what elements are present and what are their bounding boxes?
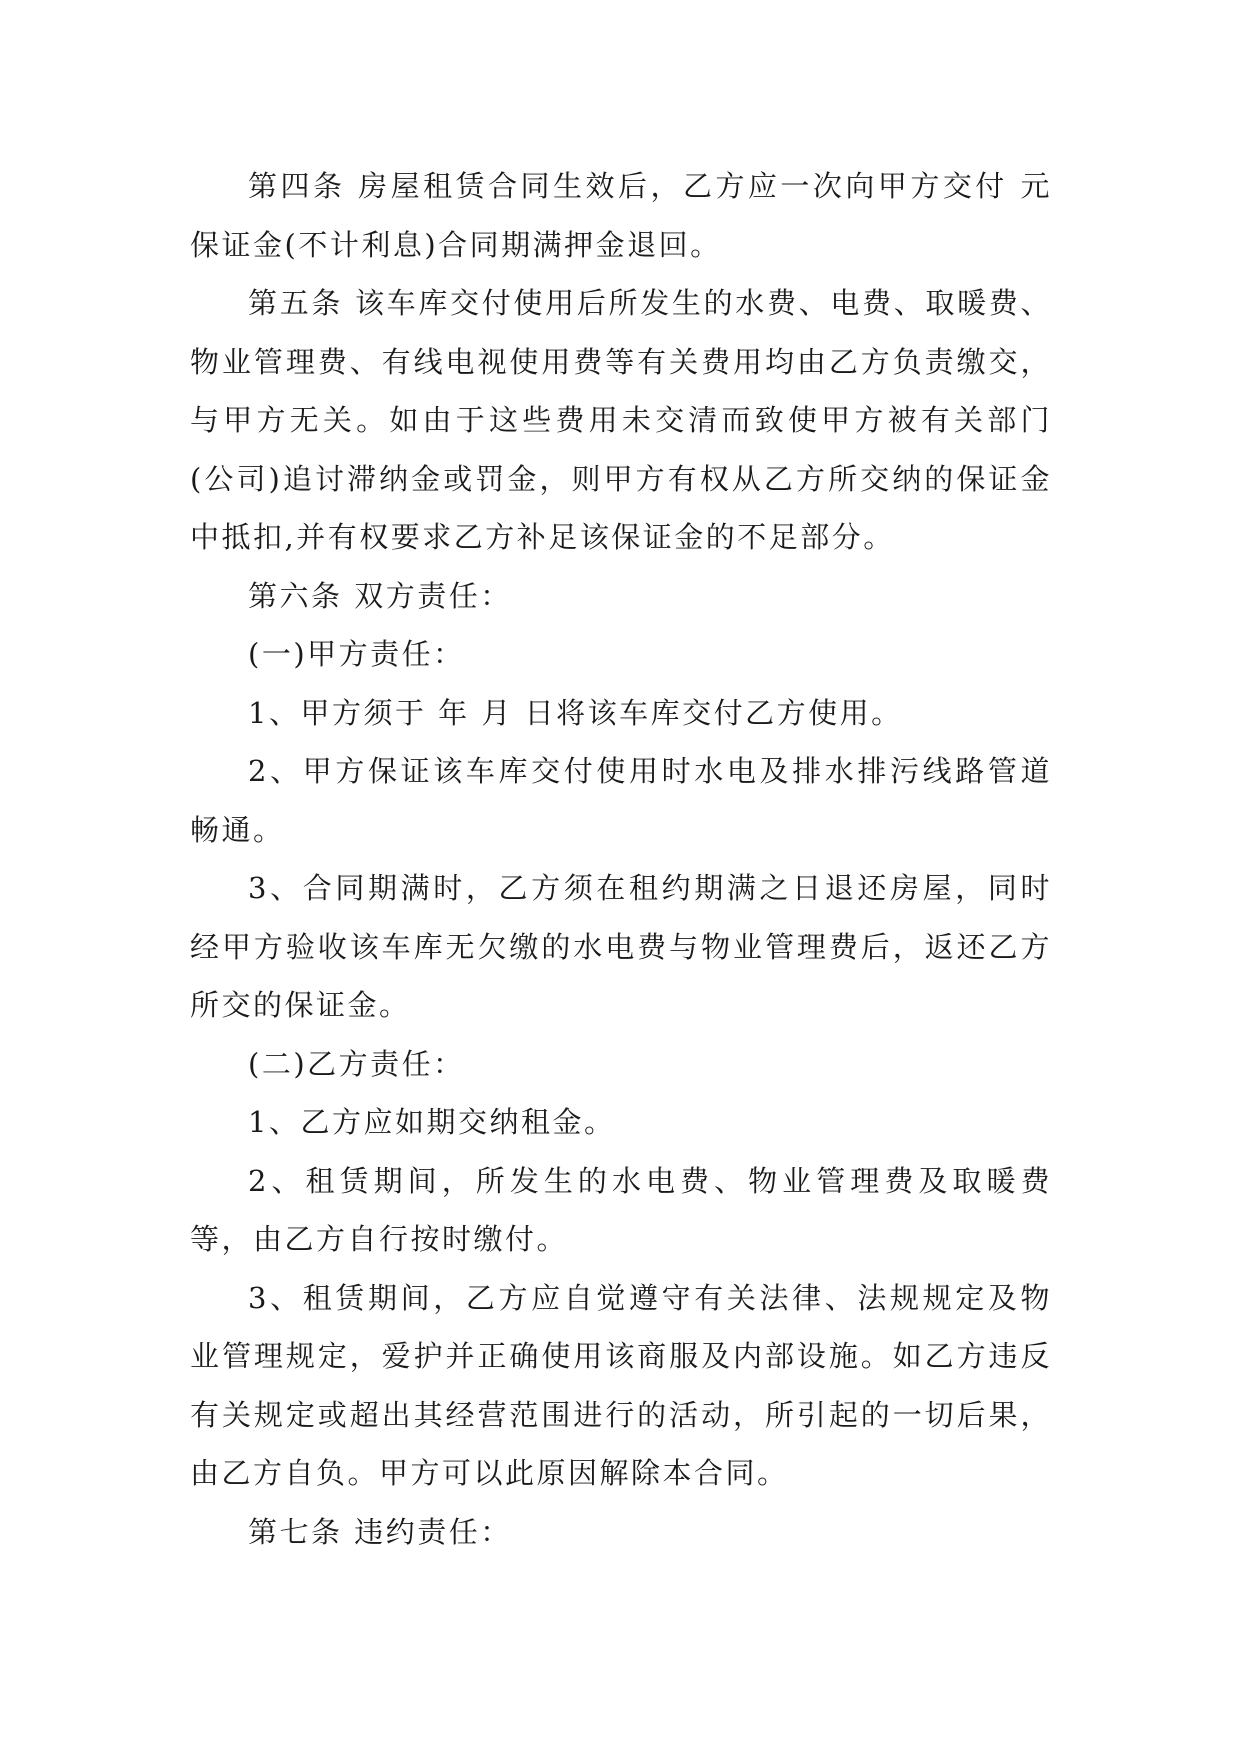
party-b-item-2: 2、租赁期间，所发生的水电费、物业管理费及取暖费等，由乙方自行按时缴付。 <box>190 1163 1052 1256</box>
article-6-heading: 第六条 双方责任： <box>248 578 512 613</box>
party-a-item-1: 1、甲方须于 年 月 日将该车库交付乙方使用。 <box>248 695 903 730</box>
article-7-heading: 第七条 违约责任： <box>248 1514 512 1549</box>
party-b-item-3: 3、租赁期间，乙方应自觉遵守有关法律、法规规定及物业管理规定，爱护并正确使用该商服及内部设施。如乙方违反有关规定或超出其经营范围进行的活动，所引起的一切后果，由乙方自负。甲方可以此原因解除本合同。 <box>190 1280 1052 1490</box>
party-a-item-3: 3、合同期满时，乙方须在租约期满之日退还房屋，同时经甲方验收该车库无欠缴的水电费与物业管理费后，返还乙方所交的保证金。 <box>190 871 1052 1022</box>
party-a-item-2: 2、甲方保证该车库交付使用时水电及排水排污线路管道畅通。 <box>190 754 1052 847</box>
document-body <box>190 157 1052 1561</box>
article-5-fees: 第五条 该车库交付使用后所发生的水费、电费、取暖费、物业管理费、有线电视使用费等有关费用均由乙方负责缴交，与甲方无关。如由于这些费用未交清而致使甲方被有关部门(公司)追讨滞纳金或罚金，则甲方有权从乙方所交纳的保证金中抵扣,并有权要求乙方补足该保证金的不足部分。 <box>190 286 1052 554</box>
party-b-heading: (二)乙方责任： <box>248 1046 465 1081</box>
party-b-item-1: 1、乙方应如期交纳租金。 <box>248 1105 616 1139</box>
article-4-deposit: 第四条 房屋租赁合同生效后，乙方应一次向甲方交付 元保证金(不计利息)合同期满押金退回。 <box>190 169 1052 262</box>
party-a-heading: (一)甲方责任： <box>248 637 465 671</box>
